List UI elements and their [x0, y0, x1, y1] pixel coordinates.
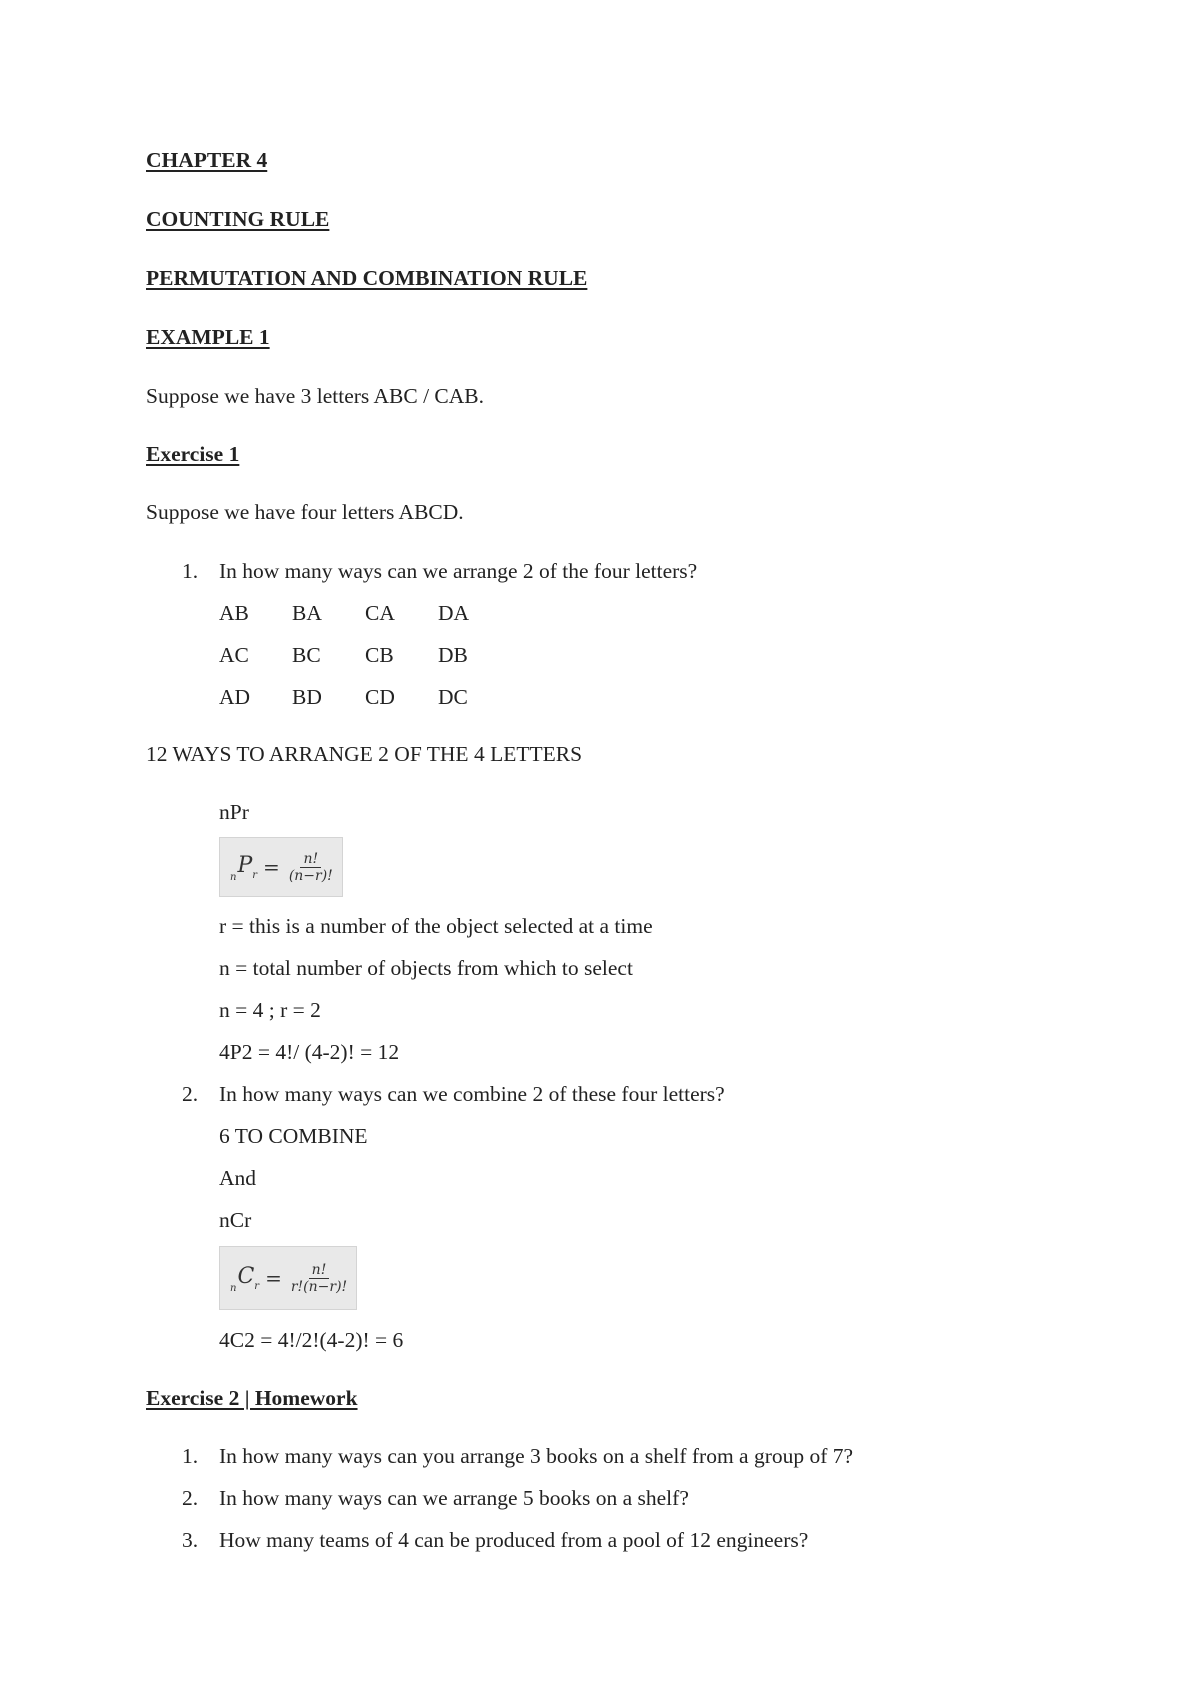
- grid-cell: DB: [438, 643, 468, 667]
- permutation-calculation: 4P2 = 4!/ (4-2)! = 12: [219, 1040, 400, 1064]
- formula-fraction: $\frac{n!}{(n-r)!}$: [288, 850, 333, 884]
- definition-n: n = total number of objects from which to select: [219, 956, 633, 980]
- grid-cell: CD: [365, 685, 395, 709]
- counting-rule-heading: COUNTING RULE: [146, 207, 330, 231]
- q2-text: In how many ways can we combine 2 of these four letters?: [219, 1082, 725, 1106]
- hw3-number: 3.: [182, 1528, 199, 1552]
- and-text: And: [219, 1166, 257, 1190]
- combination-formula-image: $_nC_r$ = $\frac{n!}{r!(n-r)!}$: [219, 1246, 357, 1310]
- example1-text: Suppose we have 3 letters ABC / CAB.: [146, 384, 485, 408]
- grid-cell: CA: [365, 601, 395, 625]
- grid-cell: BD: [292, 685, 322, 709]
- hw3-text: How many teams of 4 can be produced from a pool of 12 engineers?: [219, 1528, 809, 1552]
- formula-fraction: $\frac{n!}{r!(n-r)!}$: [290, 1261, 348, 1295]
- q2-number: 2.: [182, 1082, 199, 1106]
- chapter-heading: CHAPTER 4: [146, 148, 268, 172]
- hw2-number: 2.: [182, 1486, 199, 1510]
- formula-lhs: $_nC_r$: [230, 1264, 260, 1294]
- grid-cell: BA: [292, 601, 322, 625]
- q1-text: In how many ways can we arrange 2 of the four letters?: [219, 559, 698, 583]
- given-values: n = 4 ; r = 2: [219, 998, 321, 1022]
- grid-cell: DA: [438, 601, 470, 625]
- grid-cell: AC: [219, 643, 249, 667]
- exercise1-intro: Suppose we have four letters ABCD.: [146, 500, 464, 524]
- q1-number: 1.: [182, 559, 199, 583]
- example1-heading: EXAMPLE 1: [146, 325, 270, 349]
- grid-cell: AB: [219, 601, 249, 625]
- hw2-text: In how many ways can we arrange 5 books on a shelf?: [219, 1486, 689, 1510]
- perm-comb-heading: PERMUTATION AND COMBINATION RULE: [146, 266, 588, 290]
- arrangement-summary: 12 WAYS TO ARRANGE 2 OF THE 4 LETTERS: [146, 742, 583, 766]
- combination-calculation: 4C2 = 4!/2!(4-2)! = 6: [219, 1328, 404, 1352]
- hw1-text: In how many ways can you arrange 3 books on a shelf from a group of 7?: [219, 1444, 854, 1468]
- npr-label: nPr: [219, 800, 249, 824]
- hw1-number: 1.: [182, 1444, 199, 1468]
- exercise1-heading: Exercise 1: [146, 442, 240, 466]
- exercise2-heading: Exercise 2 | Homework: [146, 1386, 358, 1410]
- grid-cell: BC: [292, 643, 321, 667]
- grid-cell: AD: [219, 685, 251, 709]
- definition-r: r = this is a number of the object selected at a time: [219, 914, 653, 938]
- permutation-formula-image: $_nP_r$ = $\frac{n!}{(n-r)!}$: [219, 837, 343, 897]
- grid-cell: DC: [438, 685, 468, 709]
- grid-cell: CB: [365, 643, 394, 667]
- ncr-label: nCr: [219, 1208, 252, 1232]
- q2-answer: 6 TO COMBINE: [219, 1124, 368, 1148]
- formula-lhs: $_nP_r$: [230, 853, 258, 883]
